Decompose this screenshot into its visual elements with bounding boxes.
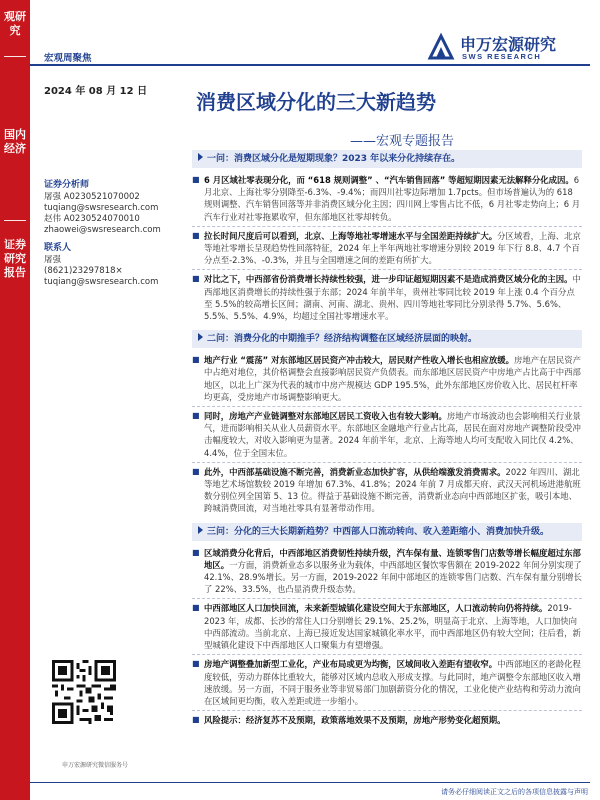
- summary-paragraph: ■ 地产行业 “震荡” 对东部地区居民资产冲击较大，居民财产性收入增长也相应放缓。房地产在居民资产中占绝对地位，其价格调整会直接影响居民资产负债表。而东部地区居民资产中房地产占比高于中西部地区，以北上广深为代表的城市中房产规模达 GDP 195.5%，此外东部地区房价收入比、居民杠杆率均更高，受房地产市场调整影响更大。: [192, 355, 581, 402]
- square-bullet-icon: ■: [192, 274, 200, 284]
- contact-line: 屠强: [44, 255, 62, 265]
- analyst-line: 赵伟 A0230524070010: [44, 214, 140, 224]
- square-bullet-icon: ■: [192, 230, 200, 240]
- paragraph-divider: [192, 654, 582, 655]
- logo-chinese-name: 申万宏源研究: [460, 35, 557, 54]
- qr-caption: 申万宏源研究微信服务号: [61, 762, 128, 769]
- square-bullet-icon: ■: [192, 603, 200, 613]
- wechat-qr-code: [52, 660, 116, 724]
- summary-paragraph: ■ 区域消费分化背后，中西部地区消费韧性持续升级，汽车保有量、连锁零售门店数等增长幅度超过东部地区。一方面，消费新业态多以服务业为载体，中西部地区餐饮零售额在 2019-2022 年间分别实现了 42.1%、28.9%增长。另一方面，2019-2022 年间中部地区的连锁零售门店数、汽车保有量分别增长了 22%、33.5%，也凸显消费升级态势。: [192, 547, 582, 595]
- footer-disclaimer-note: 请务必仔细阅读正文之后的各项信息披露与声明: [441, 788, 588, 796]
- paragraph-divider: [192, 462, 582, 463]
- summary-paragraph: ■ 中西部地区人口加快回流，未来新型城镇化建设空间大于东部地区，人口流动转向仍将持续。2019-2023 年，成都、长沙的常住人口分别增长 29.1%、25.2%，明显高于北京、上海等地，人口加快向中西部流动。当前北京、上海已接近发达国家城镇化率水平，而中西部地区仍有较大空间；往后看，新型城镇化建设下中西部地区人口聚集力有望增强。: [192, 603, 581, 651]
- square-bullet-icon: ■: [192, 547, 200, 557]
- section-heading-2: 二问：消费分化的中期推手？经济结构调整在区域经济层面的映射。: [192, 330, 582, 348]
- triangle-bullet-icon: [198, 526, 203, 534]
- section-heading-3: 三问：分化的三大长期新趋势？中西部人口流动转向、收入差距缩小、消费加快升级。: [192, 523, 582, 541]
- left-category-band: [0, 0, 30, 800]
- summary-paragraph: ■ 拉长时间尺度后可以看到，北京、上海等地社零增速水平与全国差距持续扩大。分区域看，上海、北京等地社零增长呈现趋势性回落特征，2024 年上半年两地社零增速分别较 2019 年下行 8.8、4.7 个百分点至-2.3%、-0.3%，并且与全国增速之间的差距有所扩大。: [192, 230, 581, 266]
- triangle-bullet-icon: [198, 153, 203, 161]
- summary-paragraph: ■ 对比之下，中西部省份消费增长持续性较强，进一步印证超短期因素不是造成消费区域分化的主因。中西部地区消费增长的持续性强于东部；2024 年前半年，贵州社零同比较 2019 年上涨 0.4 个百分点至 5.5%的较高增长区间；湖南、河南、湖北、贵州、四川等地社零同比分别录得 5.7%、5.6%、5.5%、5.5%、4.9%，均超过全国社零增速水平。: [192, 274, 581, 322]
- band-label-securities-report: 证券研究报告: [4, 238, 26, 279]
- contact-phone: (8621)23297818×: [44, 266, 123, 276]
- band-label-research: 观研究: [4, 10, 26, 37]
- report-date: 2024 年 08 月 12 日: [44, 86, 148, 97]
- summary-paragraph: ■ 房地产调整叠加新型工业化，产业布局或更为均衡，区域间收入差距有望收窄。中西部地区的老龄化程度较低，劳动力群体比重较大，能够对区域内总收入形成支撑。与此同时，地产调整令东部地区收入增速放缓。另一方面，不同于服务业等非贸易部门加剧薪资分化的情况，工业化使产业结构和劳动力流向在区域间更均衡，收入差距或进一步缩小。: [192, 659, 581, 706]
- paragraph-divider: [192, 598, 582, 599]
- square-bullet-icon: ■: [192, 715, 200, 725]
- summary-paragraph: ■ 此外，中西部基础设施不断完善，消费新业态加快扩容，从供给端激发消费需求。2022 年四川、湖北等地艺术场馆数较 2019 年增加 67.3%、41.8%；2024 年前 7 月成都天府、武汉天河机场进港航班数分别位列全国第 5、13 位。得益于基础设施不断完善，消费新业态向中西部地区扩张，吸引本地、跨城消费回流，对当地社零具有显著带动作用。: [192, 466, 581, 514]
- analyst-email-link[interactable]: tuqiang@swsresearch.com: [44, 203, 159, 213]
- analyst-block: [44, 180, 184, 288]
- summary-paragraph: ■ 6 月区域社零表现分化，而 “618 规则调整” 、“汽车销售回落” 等超短期因素无法解释分化成因。6 月北京、上海社零分别降至-6.3%、-9.4%；而四川社零边际增加 1.7pcts。但市场普遍认为的 618 规则调整、汽车销售回落等并非消费区域分化主因；四川网上零售占比不低，6 月社零走势向上；6 月汽车行业对社零拖累收窄，但东部地区社零却转负。: [192, 175, 581, 222]
- footer-divider: [30, 782, 590, 783]
- summary-paragraph: ■ 同时，房地产产业链调整对东部地区居民工资收入也有较大影响。房地产市场波动也会影响相关行业景气，进而影响相关从业人员薪资水平。东部地区金融地产行业占比高，居民在面对房地产调整阶段受冲击幅度较大，对收入影响更为显著。2024 年前半年，北京、上海等地人均可支配收入同比仅 4.2%、4.4%，位于全国末位。: [192, 411, 581, 458]
- square-bullet-icon: ■: [192, 659, 200, 669]
- company-logo: [426, 32, 586, 66]
- band-divider: [4, 220, 26, 221]
- paragraph-divider: [192, 710, 582, 711]
- risk-paragraph: ■ 风险提示：经济复苏不及预期，政策落地效果不及预期，房地产形势变化超预期。: [192, 715, 506, 726]
- report-title: 消费区域分化的三大新趋势: [196, 90, 436, 114]
- square-bullet-icon: ■: [192, 466, 200, 476]
- paragraph-divider: [192, 226, 582, 227]
- analyst-heading: 证券分析师: [44, 180, 90, 190]
- paragraph-divider: [192, 406, 582, 407]
- section-heading-1: 一问：消费区域分化是短期现象？2023 年以来分化持续存在。: [192, 150, 582, 168]
- analyst-email-link[interactable]: zhaowei@swsresearch.com: [44, 225, 161, 235]
- square-bullet-icon: ■: [192, 411, 200, 421]
- band-divider: [4, 56, 26, 57]
- contact-heading: 联系人: [44, 243, 72, 253]
- paragraph-divider: [192, 269, 582, 270]
- logo-english-name: SWS RESEARCH: [462, 52, 542, 61]
- band-label-domestic-economy: 国内经济: [4, 128, 26, 155]
- report-type-label: 宏观周聚焦: [44, 53, 92, 64]
- contact-email-link[interactable]: tuqiang@swsresearch.com: [44, 277, 159, 287]
- square-bullet-icon: ■: [192, 175, 200, 184]
- square-bullet-icon: ■: [192, 355, 200, 365]
- report-subtitle: ——宏观专题报告: [350, 134, 455, 149]
- analyst-line: 屠强 A0230521070002: [44, 192, 140, 202]
- triangle-bullet-icon: [198, 333, 203, 341]
- logo-mark-icon: [426, 32, 456, 62]
